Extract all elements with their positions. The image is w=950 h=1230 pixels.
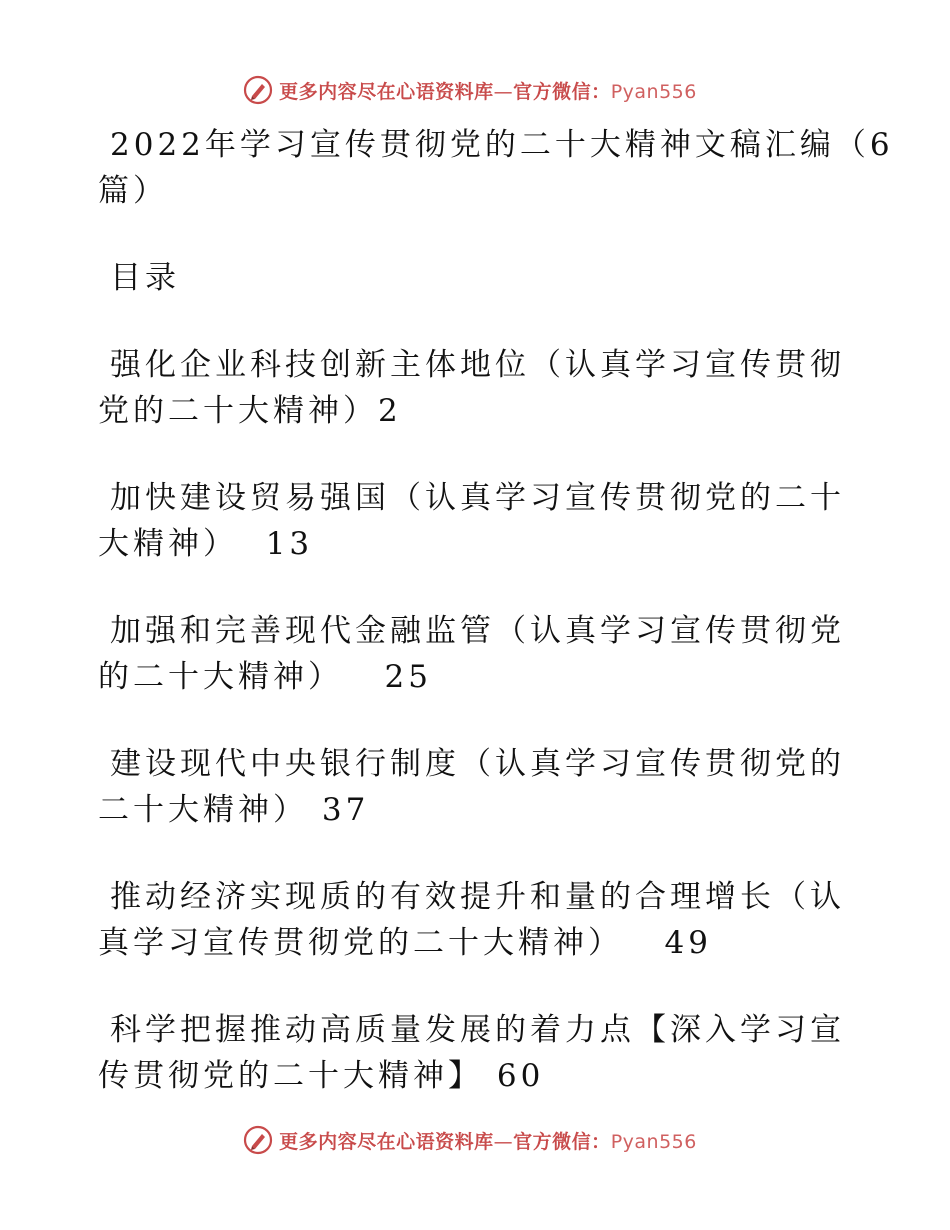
toc-entry-line-2: 二十大精神） 37 [98, 792, 370, 828]
toc-entry-line-2: 大精神） 13 [98, 526, 314, 562]
footer-banner-inner [243, 1125, 697, 1155]
toc-entry-line-1: 加快建设贸易强国（认真学习宣传贯彻党的二十 [110, 480, 845, 516]
toc-entry-line-2: 的二十大精神） 25 [98, 659, 433, 695]
toc-entry[interactable] [98, 342, 845, 434]
site-name: 更多内容尽在心语资料库 [279, 80, 494, 103]
footer-banner [0, 1120, 950, 1160]
toc-entry-line-1: 强化企业科技创新主体地位（认真学习宣传贯彻 [110, 347, 845, 383]
footer-banner-text [279, 1127, 697, 1154]
toc-entry[interactable] [98, 874, 845, 966]
banner-dash: — [493, 1130, 514, 1153]
document-title [98, 122, 894, 214]
header-banner-inner [243, 75, 697, 105]
toc-entry-line-1: 加强和完善现代金融监管（认真学习宣传贯彻党 [110, 613, 845, 649]
toc-entry-line-2: 党的二十大精神）2 [98, 393, 402, 429]
banner-dash: — [493, 80, 514, 103]
toc-entry-line-2: 真学习宣传贯彻党的二十大精神） 49 [98, 925, 713, 961]
toc-entry-line-1: 建设现代中央银行制度（认真学习宣传贯彻党的 [110, 746, 845, 782]
toc-entry-line-1: 科学把握推动高质量发展的着力点【深入学习宣 [110, 1012, 845, 1048]
title-line-1: 2022年学习宣传贯彻党的二十大精神文稿汇编（6 [110, 127, 894, 163]
wechat-id: Pyan556 [610, 80, 697, 103]
toc-entry[interactable] [98, 1007, 845, 1099]
toc-entry[interactable] [98, 475, 845, 567]
site-name: 更多内容尽在心语资料库 [279, 1130, 494, 1153]
toc-entry[interactable] [98, 608, 845, 700]
wechat-id: Pyan556 [610, 1130, 697, 1153]
wechat-label: 官方微信： [513, 80, 611, 103]
toc-heading-block [98, 255, 838, 301]
header-banner [0, 70, 950, 110]
toc-entry-line-1: 推动经济实现质的有效提升和量的合理增长（认 [110, 879, 845, 915]
header-banner-text [279, 77, 697, 104]
wechat-label: 官方微信： [513, 1130, 611, 1153]
toc-entry[interactable] [98, 741, 845, 833]
document-body [98, 122, 894, 1140]
title-line-2: 篇） [98, 173, 168, 209]
toc-entry-line-2: 传贯彻党的二十大精神】 60 [98, 1058, 545, 1094]
toc-heading: 目录 [110, 260, 180, 296]
pen-circle-logo-icon [243, 75, 273, 105]
pen-circle-logo-icon [243, 1125, 273, 1155]
